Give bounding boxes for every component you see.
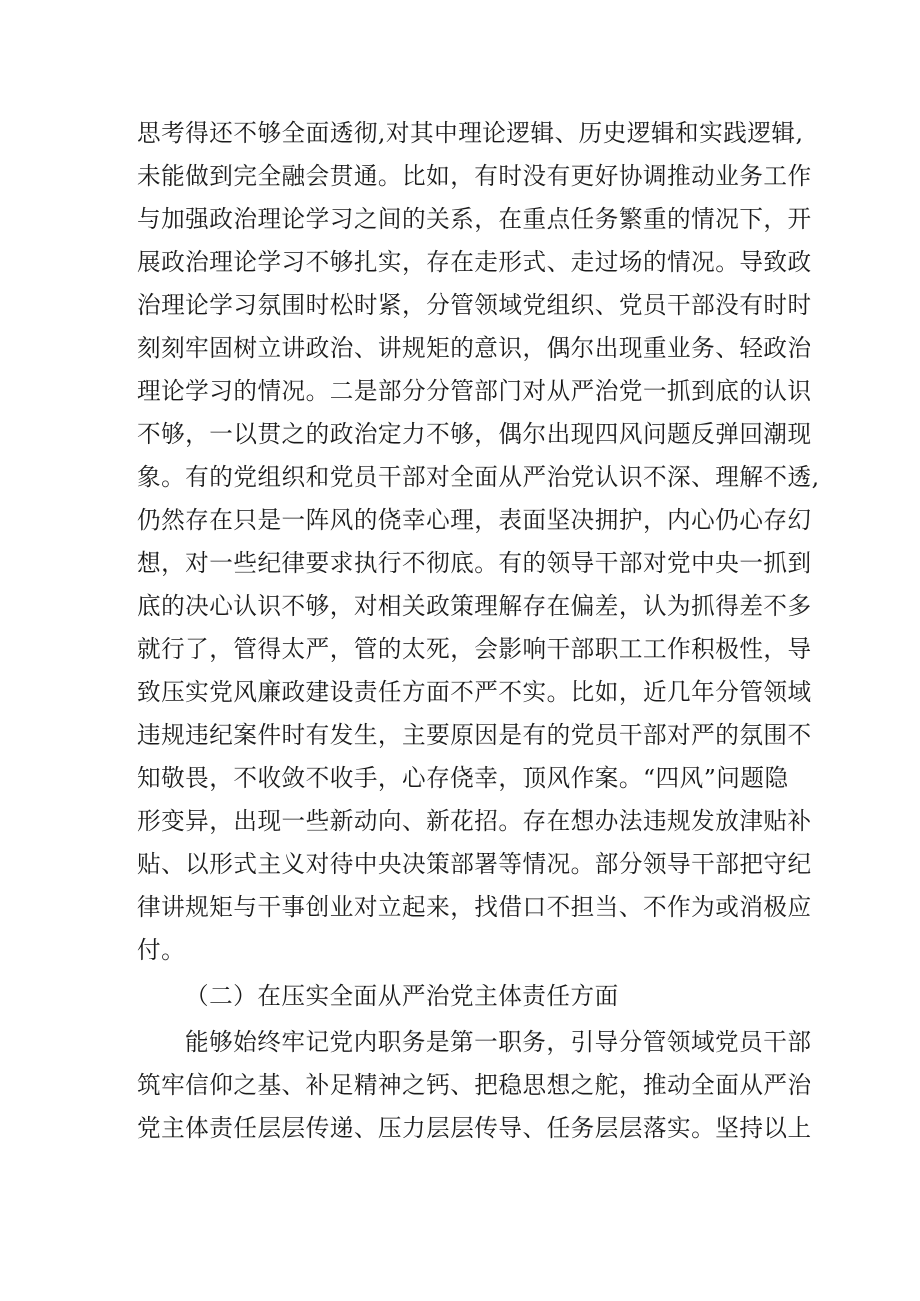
body-text-line: 就行了，管得太严，管的太死，会影响干部职工工作积极性，导 bbox=[137, 635, 812, 663]
body-text-line: 筑牢信仰之基、补足精神之钙、把稳思想之舵，推动全面从严治 bbox=[137, 1071, 812, 1099]
body-text-line: 象。有的党组织和党员干部对全面从严治党认识不深、理解不透, bbox=[137, 463, 820, 491]
body-text-line: 党主体责任层层传递、压力层层传导、任务层层落实。坚持以上 bbox=[137, 1114, 812, 1142]
body-text-line: 仍然存在只是一阵风的侥幸心理，表面坚决拥护，内心仍心存幻 bbox=[137, 506, 812, 534]
section-heading: （二）在压实全面从严治党主体责任方面 bbox=[185, 982, 619, 1010]
body-text-line: 未能做到完全融会贯通。比如，有时没有更好协调推动业务工作 bbox=[137, 162, 812, 190]
body-text-line: 展政治理论学习不够扎实，存在走形式、走过场的情况。导致政 bbox=[137, 248, 812, 276]
body-text-line: 律讲规矩与干事创业对立起来，找借口不担当、不作为或消极应 bbox=[137, 893, 812, 921]
body-text-line: 理论学习的情况。二是部分分管部门对从严治党一抓到底的认识 bbox=[137, 377, 812, 405]
body-text-line: 能够始终牢记党内职务是第一职务，引导分管领域党员干部 bbox=[185, 1028, 812, 1056]
body-text-line: 思考得还不够全面透彻,对其中理论逻辑、历史逻辑和实践逻辑, bbox=[137, 119, 804, 147]
body-text-line: 不够，一以贯之的政治定力不够，偶尔出现四风问题反弹回潮现 bbox=[137, 420, 812, 448]
body-text-line: 想，对一些纪律要求执行不彻底。有的领导干部对党中央一抓到 bbox=[137, 549, 812, 577]
body-text-line: 知敬畏，不收敛不收手，心存侥幸，顶风作案。“四风”问题隐 bbox=[137, 764, 789, 792]
body-text-line: 贴、以形式主义对待中央决策部署等情况。部分领导干部把守纪 bbox=[137, 850, 812, 878]
body-text-line: 形变异，出现一些新动向、新花招。存在想办法违规发放津贴补 bbox=[137, 807, 812, 835]
body-text-line: 违规违纪案件时有发生，主要原因是有的党员干部对严的氛围不 bbox=[137, 721, 812, 749]
body-text-line: 刻刻牢固树立讲政治、讲规矩的意识，偶尔出现重业务、轻政治 bbox=[137, 334, 812, 362]
body-text-line: 致压实党风廉政建设责任方面不严不实。比如，近几年分管领域 bbox=[137, 678, 812, 706]
body-text-line: 治理论学习氛围时松时紧，分管领域党组织、党员干部没有时时 bbox=[137, 291, 812, 319]
body-text-line: 与加强政治理论学习之间的关系，在重点任务繁重的情况下，开 bbox=[137, 205, 812, 233]
body-text-line: 付。 bbox=[137, 936, 186, 964]
body-text-line: 底的决心认识不够，对相关政策理解存在偏差，认为抓得差不多 bbox=[137, 592, 812, 620]
